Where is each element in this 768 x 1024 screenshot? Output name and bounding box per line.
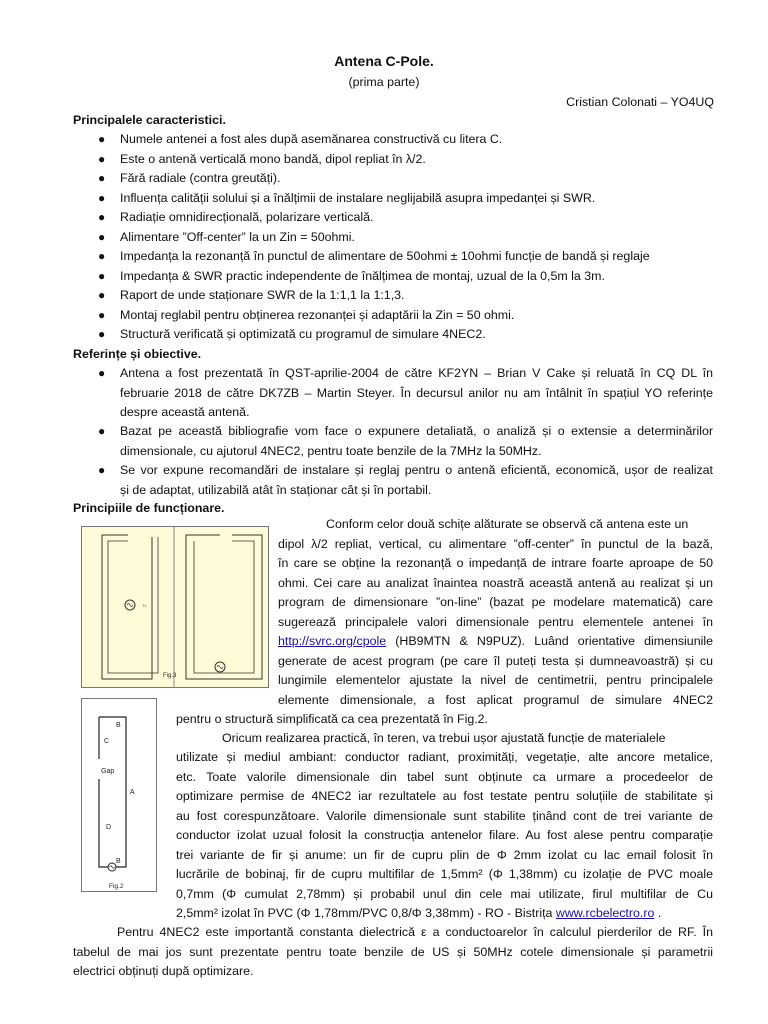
- list-item: Numele antenei a fost ales după asemănarea constructivă cu litera C.: [120, 132, 503, 146]
- list-item: Impedanța & SWR practic independente de înălțimea de montaj, uzual de la 0,5m la 3m.: [120, 269, 605, 283]
- paragraph-principles-1: Conform celor două schițe alăturate se observă că antena este un dipol λ/2 repliat, vertical, cu alimentare ”off-center” în punctul de la bază, în care se obține la rezonanță o impedanță de intrare foarte aproape de 50 ohmi. Cei care au analizat înaintea noastră această antenă au realizat și un program de dimensionare ”on-line” (bazat pe modelare matematică) care sugerează principalele valori dimensionale pentru elementele antenei în http://svrc.org/cpole (HB9MTN & N9PUZ). Luând orientative dimensiunile generate de acest program (pe care îl puteți testa și dumneavoastră) și cu lungimile elementelor ajustate la nivel de centimetrii, pentru principalele elemente dimensionale, a fost aplicat programul de simulare 4NEC2: [278, 517, 713, 707]
- fig3-label: Fig.3: [163, 673, 177, 679]
- list-item: Alimentare ”Off-center” la un Zin = 50ohmi.: [120, 230, 355, 244]
- bullet-icon: ●: [98, 191, 106, 205]
- fig3-svg: [82, 527, 268, 687]
- label-b-bottom: B: [116, 858, 121, 865]
- bullet-icon: ●: [98, 210, 106, 224]
- bullet-icon: ●: [98, 132, 106, 146]
- list-item: Influența calității solului și a înălțimii de instalare neglijabilă asupra impedanței și SWR.: [120, 191, 596, 205]
- section-heading-references: Referințe și obiective.: [73, 347, 202, 361]
- label-d: D: [106, 824, 112, 831]
- bullet-icon: ●: [98, 327, 106, 341]
- bullet-icon: ●: [98, 249, 106, 263]
- bullet-icon: ●: [98, 424, 106, 438]
- list-item: Se vor expune recomandări de instalare și reglaj pentru o antenă eficientă, economică, ușor de realizat și de adaptat, utilizabilă atât în staționar cât și în portabil.: [120, 463, 713, 497]
- paragraph-principles-3: Pentru 4NEC2 este importantă constanta dielectrică ε a conductoarelor în calculul pierderilor de RF. În tabelul de mai jos sunt prezentate pentru toate benzile de US și 50MHz cotele dimensionale și parametrii electrici obținuți după optimizare.: [73, 925, 713, 978]
- list-item: Bazat pe această bibliografie vom face o expunere detaliată, o analiză și o extensie a determinărilor dimensionale, cu ajutorul 4NEC2, pentru toate benzile de la 7MHz la 50MHz.: [120, 424, 713, 458]
- svrc-link[interactable]: http://svrc.org/cpole: [278, 634, 387, 648]
- bullet-icon: ●: [98, 171, 106, 185]
- bullet-icon: ●: [98, 463, 106, 477]
- paragraph-principles-2-first: Oricum realizarea practică, în teren, va trebui ușor ajustată funcție de materialele: [222, 731, 666, 745]
- list-item: Radiație omnidirecțională, polarizare verticală.: [120, 210, 374, 224]
- author-line: Cristian Colonati – YO4UQ: [566, 95, 714, 109]
- bullet-icon: ●: [98, 152, 106, 166]
- label-gap: Gap: [101, 768, 115, 775]
- fig2-label: Fig.2: [109, 883, 124, 890]
- rcbelectro-link[interactable]: www.rcbelectro.ro: [555, 906, 655, 920]
- section-heading-principles: Principiile de funcționare.: [73, 501, 225, 515]
- list-item: Montaj reglabil pentru obținerea rezonanței și adaptării la Zin = 50 ohmi.: [120, 308, 515, 322]
- list-item: Fără radiale (contra greutăți).: [120, 171, 281, 185]
- bullet-icon: ●: [98, 366, 106, 380]
- svg-text:Tx: Tx: [142, 603, 147, 608]
- fig2-schematic-image: [81, 698, 157, 892]
- list-item: Antena a fost prezentată în QST-aprilie-2004 de către KF2YN – Brian V Cake și reluată în CQ DL în februarie 2018 de către DK7ZB – Martin Steyer. În decursul anilor nu am întâlnit în spațiul YO referințe despre această antenă.: [120, 366, 713, 419]
- paragraph-principles-2: utilizate și mediul ambiant: conductor radiant, proximități, vegetație, alte ancore metalice, etc. Toate valorile dimensionale din tabel sunt obținute ca urmare a procedeelor de optimizare permise de 4NEC2 iar rezultatele au fost testate pentru soluțiile de stabilitate și au fost corespunzătoare. Valorile dimensionale sunt stabilite ținând cont de trei variante de conductor izolat uzual folosit la construcția antenelor filare. Au fost alese pentru comparație trei variante de fir și anume: un fir de cupru plin de Φ 2mm izolat cu lac email folosit în lucrările de bobinaj, fir de cupru multifilar de 1,5mm² (Φ 1,38mm) cu izolație de PVC moale 0,7mm (Φ cumulat 2,78mm) și probabil unul din cele mai utilizate, firul multifilar de Cu 2,5mm² izolat în PVC (Φ 1,78mm/PVC 0,8/Φ 3,38mm) - RO - Bistrița www.rcbelectro.ro .: [176, 750, 713, 920]
- label-c: C: [104, 738, 110, 745]
- label-a: A: [130, 789, 135, 796]
- paragraph-principles-1-end: pentru o structură simplificată ca cea prezentată în Fig.2.: [176, 712, 488, 726]
- list-item: Raport de unde staționare SWR de la 1:1,1 la 1:1,3.: [120, 288, 405, 302]
- label-b-top: B: [116, 722, 121, 729]
- fig3-schematic-image: [81, 526, 269, 688]
- bullet-icon: ●: [98, 269, 106, 283]
- list-item: Impedanța la rezonanță în punctul de alimentare de 50ohmi ± 10ohmi funcție de bandă și reglaje: [120, 249, 650, 263]
- fig2-svg: [82, 699, 156, 891]
- bullet-icon: ●: [98, 288, 106, 302]
- section-heading-characteristics: Principalele caracteristici.: [73, 113, 226, 127]
- document-title: Antena C-Pole.: [334, 53, 434, 69]
- list-item: Este o antenă verticală mono bandă, dipol repliat în λ/2.: [120, 152, 426, 166]
- list-item: Structură verificată și optimizată cu programul de simulare 4NEC2.: [120, 327, 486, 341]
- document-subtitle: (prima parte): [348, 75, 420, 89]
- bullet-icon: ●: [98, 308, 106, 322]
- bullet-icon: ●: [98, 230, 106, 244]
